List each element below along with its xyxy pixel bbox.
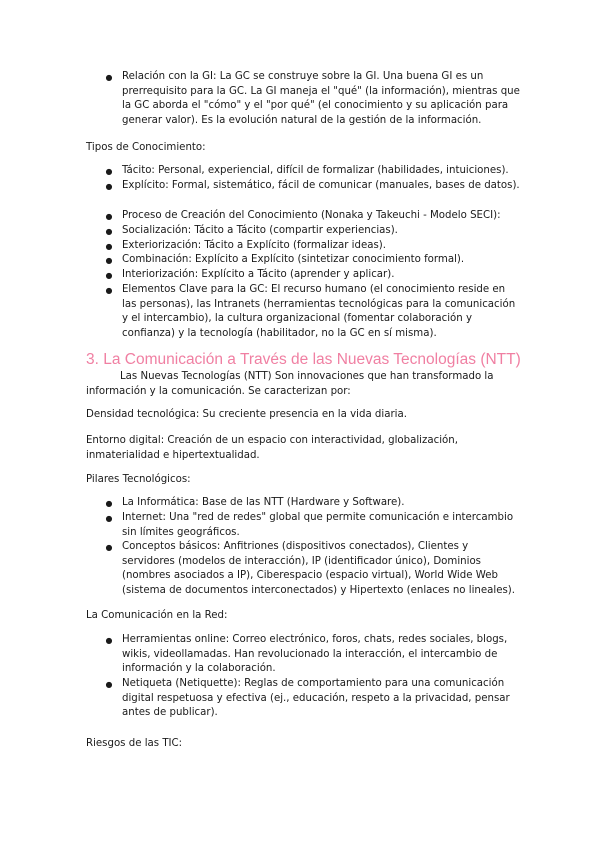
section-heading: 3. La Comunicación a Través de las Nuevas Tecnologías (NTT) (86, 351, 521, 368)
list-item: Proceso de Creación del Conocimiento (Nonaka y Takeuchi - Modelo SECI): (122, 210, 501, 221)
bullet-icon: ● (105, 271, 113, 280)
network-title: La Comunicación en la Red: (86, 610, 228, 621)
bullet-icon: ● (105, 499, 113, 508)
bullet-icon: ● (105, 256, 113, 265)
bullet-icon: ● (105, 286, 113, 295)
list-item: Tácito: Personal, experiencial, difícil de formalizar (habilidades, intuiciones). (122, 165, 509, 176)
bullet-icon: ● (105, 167, 113, 176)
bullet-icon: ● (105, 182, 113, 191)
bullet-icon: ● (105, 227, 113, 236)
bullet-icon: ● (105, 242, 113, 251)
gc-relation-text: La GC se construye sobre la GI. Una buena GI es un prerrequisito para la GC. La GI maneja el "qué" (la información), mientras que la GC aborda el "cómo" y el "por qué" (el conocimiento y su aplicación para generar valor). Es la evolución natural de la gestión de la información. (122, 71, 520, 126)
list-item: La Informática: Base de las NTT (Hardware y Software). (122, 497, 405, 508)
list-item: Exteriorización: Tácito a Explícito (formalizar ideas). (122, 240, 387, 251)
digital-environment-paragraph: Entorno digital: Creación de un espacio con interactividad, globalización, inmaterialidad e hipertextualidad. (86, 435, 458, 461)
list-item: Netiqueta (Netiquette): Reglas de comportamiento para una comunicación digital respetuosa y efectiva (ej., educación, respeto a la privacidad, pensar antes de publicar). (122, 678, 510, 719)
list-item: Combinación: Explícito a Explícito (sintetizar conocimiento formal). (122, 254, 465, 265)
list-item: Elementos Clave para la GC: El recurso humano (el conocimiento reside en las personas), las Intranets (herramientas tecnológicas para la comunicación y el intercambio), la cultura organizacional (fomentar colaboración y confianza) y la tecnología (habilitador, no la GC en sí misma). (122, 284, 516, 339)
list-item: Socialización: Tácito a Tácito (compartir experiencias). (122, 225, 398, 236)
pillars-title: Pilares Tecnológicos: (86, 474, 191, 485)
density-paragraph: Densidad tecnológica: Su creciente presencia en la vida diaria. (86, 409, 407, 420)
bullet-icon: ● (105, 212, 113, 221)
bullet-icon: ● (105, 514, 113, 523)
list-item: Explícito: Formal, sistemático, fácil de comunicar (manuales, bases de datos). (122, 180, 520, 191)
bullet-icon: ● (105, 73, 113, 82)
section-intro: Las Nuevas Tecnologías (NTT) Son innovaciones que han transformado la información y la comunicación. Se caracterizan por: (86, 371, 494, 397)
bullet-icon: ● (105, 636, 113, 645)
list-item: Conceptos básicos: Anfitriones (dispositivos conectados), Clientes y servidores (modelos de interacción), IP (identificador único), Dominios (nombres asociados a IP), Ciberespacio (espacio virtual), World Wide Web (sistema de documentos interconectados) y Hipertexto (enlaces no lineales). (122, 541, 515, 596)
gc-relation-label: Relación con la GI: (122, 71, 217, 82)
risks-title: Riesgos de las TIC: (86, 738, 183, 749)
list-item: Interiorización: Explícito a Tácito (aprender y aplicar). (122, 269, 395, 280)
knowledge-types-title: Tipos de Conocimiento: (86, 142, 206, 153)
list-item: Internet: Una "red de redes" global que permite comunicación e intercambio sin límites geográficos. (122, 512, 514, 538)
bullet-icon: ● (105, 680, 113, 689)
gc-relation-item (122, 70, 522, 128)
bullet-icon: ● (105, 543, 113, 552)
list-item: Herramientas online: Correo electrónico, foros, chats, redes sociales, blogs, wikis, videollamadas. Han revolucionado la interacción, el intercambio de información y la colaboración. (122, 634, 508, 675)
